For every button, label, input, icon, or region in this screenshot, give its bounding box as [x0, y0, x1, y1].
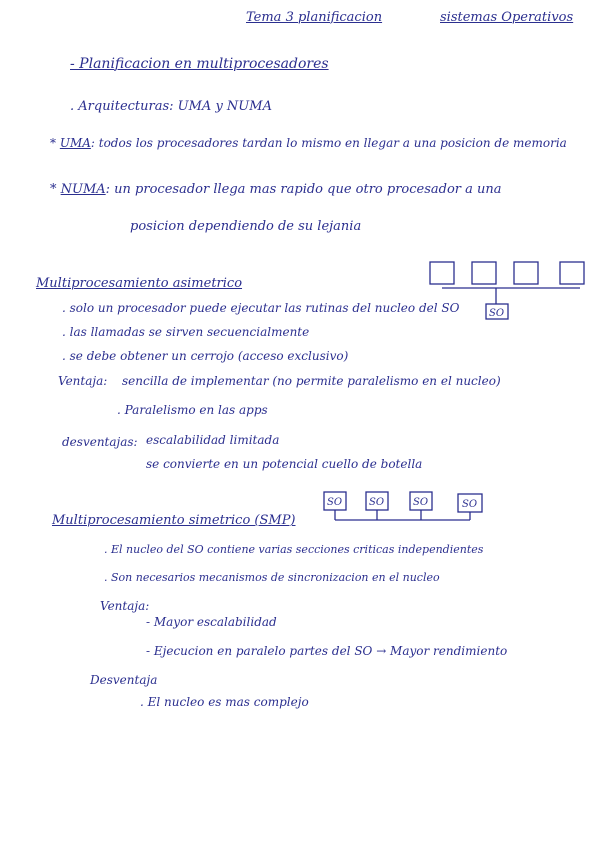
numa-text-1: : un procesador llega mas rapido que otro procesador a una	[105, 182, 502, 197]
processor-box-3	[514, 262, 538, 284]
uma-line	[50, 137, 567, 149]
numa-line-2: posicion dependiendo de su lejania	[130, 219, 362, 234]
asym-bullet-1: . solo un procesador puede ejecutar las rutinas del nucleo del SO	[62, 301, 460, 315]
smp-ventaja-label: Ventaja:	[100, 599, 150, 613]
smp-bullet-2: . Son necesarios mecanismos de sincronizacion en el nucleo	[104, 571, 440, 584]
processor-box-2	[472, 262, 496, 284]
smp-so-label-1: SO	[327, 497, 343, 508]
smp-desventaja-label: Desventaja	[90, 673, 158, 687]
asym-bullet-3: . se debe obtener un cerrojo (acceso exclusivo)	[62, 349, 349, 363]
section3-title: Multiprocesamiento simetrico (SMP)	[52, 513, 296, 528]
uma-term: UMA	[59, 136, 91, 150]
asym-ventaja-1: sencilla de implementar (no permite paralelismo en el nucleo)	[122, 374, 501, 388]
numa-term: NUMA	[60, 182, 106, 197]
numa-bullet: *	[50, 182, 61, 197]
header-topic: Tema 3 planificacion	[246, 10, 383, 25]
uma-bullet: *	[50, 136, 60, 150]
smp-so-label-2: SO	[369, 497, 385, 508]
asym-ventaja-2: . Paralelismo en las apps	[117, 403, 268, 417]
so-label: SO	[489, 308, 505, 319]
asym-desventaja-2: se convierte en un potencial cuello de botella	[146, 457, 423, 471]
smp-ventaja-1: - Mayor escalabilidad	[146, 615, 277, 629]
asym-desventajas-label: desventajas:	[62, 435, 138, 449]
numa-line	[50, 183, 502, 196]
smp-desventaja-1: . El nucleo es mas complejo	[140, 695, 309, 709]
processor-box-4	[560, 262, 584, 284]
asym-bullet-2: . las llamadas se sirven secuencialmente	[62, 325, 310, 339]
processor-box-1	[430, 262, 454, 284]
section2-title: Multiprocesamiento asimetrico	[36, 276, 243, 291]
asym-ventaja-label: Ventaja:	[58, 374, 108, 388]
section1-title: - Planificacion en multiprocesadores	[70, 56, 329, 72]
smp-ventaja-2: - Ejecucion en paralelo partes del SO → Mayor rendimiento	[146, 644, 508, 658]
smp-so-label-3: SO	[413, 497, 429, 508]
asym-desventaja-1: escalabilidad limitada	[146, 433, 280, 447]
smp-bullet-1: . El nucleo del SO contiene varias secciones criticas independientes	[104, 543, 484, 556]
header-subject: sistemas Operativos	[440, 10, 574, 25]
smp-processor-diagram	[320, 490, 490, 530]
smp-so-label-4: SO	[462, 499, 478, 510]
architectures-line: . Arquitecturas: UMA y NUMA	[70, 99, 272, 114]
uma-text: : todos los procesadores tardan lo mismo en llegar a una posicion de memoria	[90, 136, 567, 150]
